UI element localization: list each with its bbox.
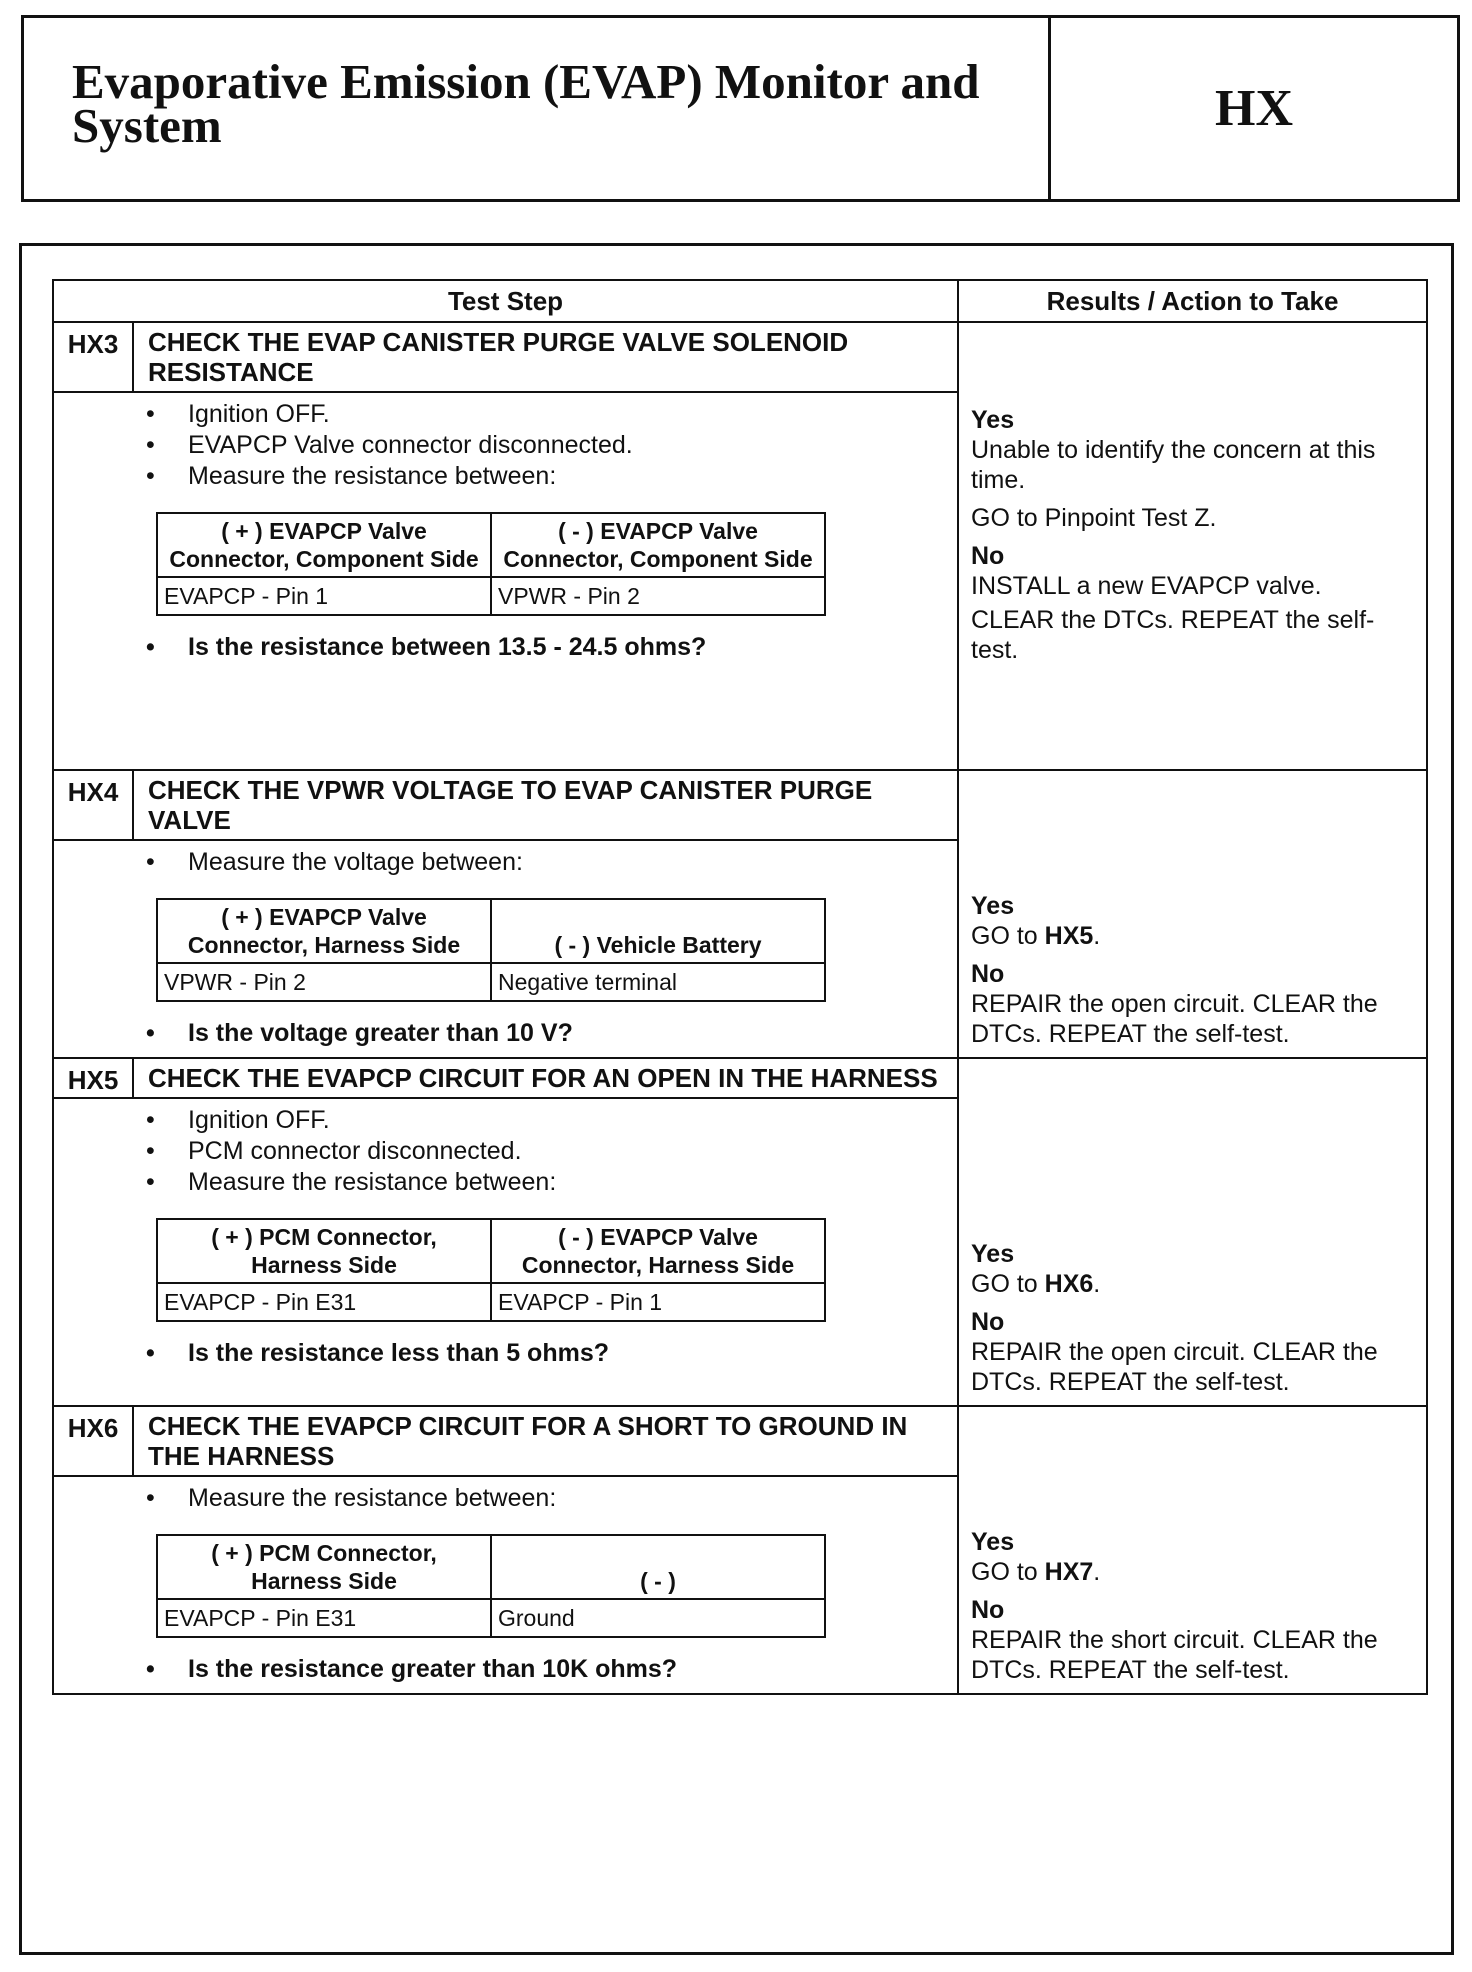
positive-lead-header: ( + ) PCM Connector, Harness Side [157,1219,491,1283]
step-id: HX4 [54,771,134,839]
negative-lead-value: EVAPCP - Pin 1 [491,1283,825,1321]
positive-lead-header: ( + ) EVAPCP Valve Connector, Component Side [157,513,491,577]
result-block: Yes GO to HX5. No REPAIR the open circuit. CLEAR the DTCs. REPEAT the self-test. [959,771,1426,1049]
negative-lead-header: ( - ) [491,1535,825,1599]
yes-goto-text: GO to [971,922,1038,950]
yes-action: Unable to identify the concern at this time. [971,436,1376,494]
yes-goto-text: GO to [971,1270,1038,1298]
section-code: HX [1215,80,1293,137]
positive-lead-header: ( + ) PCM Connector, Harness Side [157,1535,491,1599]
bullet-item: • Measure the resistance between: [146,1167,957,1198]
yes-action-goto: GO to Pinpoint Test Z. [971,504,1217,532]
step-title: CHECK THE EVAPCP CIRCUIT FOR A SHORT TO GROUND IN THE HARNESS [148,1411,908,1471]
negative-lead-header: ( - ) Vehicle Battery [491,899,825,963]
step-title: CHECK THE EVAP CANISTER PURGE VALVE SOLENOID RESISTANCE [148,327,849,387]
measurement-table [156,898,826,1002]
bullet-item: • PCM connector disconnected. [146,1136,957,1167]
no-action: REPAIR the short circuit. CLEAR the DTCs. REPEAT the self-test. [971,1626,1378,1684]
yes-goto-target: HX5 [1044,922,1094,950]
bullet-item: • Ignition OFF. [146,399,957,430]
step-id: HX6 [54,1407,134,1475]
measurement-table [156,512,826,616]
result-block: Yes GO to HX7. No REPAIR the short circuit. CLEAR the DTCs. REPEAT the self-test. [959,1407,1426,1685]
bullet-item: • Measure the voltage between: [146,847,957,878]
step-id: HX3 [54,323,134,391]
step-bullets [146,399,957,492]
test-step-cell [53,1406,958,1694]
positive-lead-value: EVAPCP - Pin E31 [157,1283,491,1321]
test-step-row [53,1058,1427,1406]
step-bullets [146,1483,957,1514]
step-bullets [146,1105,957,1198]
results-cell [958,770,1427,1058]
negative-lead-value: VPWR - Pin 2 [491,577,825,615]
bullet-item: • Measure the resistance between: [146,461,957,492]
bullet-item: • Ignition OFF. [146,1105,957,1136]
step-bullets [146,847,957,878]
step-header [54,771,957,841]
no-action: REPAIR the open circuit. CLEAR the DTCs. REPEAT the self-test. [971,990,1378,1048]
step-body [54,841,957,1056]
no-label: No [971,1308,1005,1336]
page-title: Evaporative Emission (EVAP) Monitor and System [72,54,980,153]
step-title: CHECK THE VPWR VOLTAGE TO EVAP CANISTER PURGE VALVE [148,775,873,835]
negative-lead-value: Ground [491,1599,825,1637]
yes-goto-target: HX7 [1044,1558,1094,1586]
step-body [54,393,957,670]
positive-lead-value: VPWR - Pin 2 [157,963,491,1001]
result-block [959,323,1426,665]
no-action-clear: CLEAR the DTCs. REPEAT the self-test. [971,606,1375,664]
step-question: • Is the voltage greater than 10 V? [146,1018,957,1048]
bullet-item: • Measure the resistance between: [146,1483,957,1514]
yes-label: Yes [971,892,1015,920]
test-step-table [52,279,1428,1695]
no-action: INSTALL a new EVAPCP valve. [971,572,1322,600]
column-header-test-step: Test Step [53,280,958,322]
results-cell [958,1406,1427,1694]
negative-lead-header: ( - ) EVAPCP Valve Connector, Harness Side [491,1219,825,1283]
no-action: REPAIR the open circuit. CLEAR the DTCs. REPEAT the self-test. [971,1338,1378,1396]
yes-label: Yes [971,406,1015,434]
test-step-row [53,770,1427,1058]
positive-lead-value: EVAPCP - Pin E31 [157,1599,491,1637]
step-header [54,1407,957,1477]
yes-label: Yes [971,1528,1015,1556]
measurement-table [156,1534,826,1638]
test-step-cell [53,322,958,770]
yes-goto-text: GO to [971,1558,1038,1586]
no-label: No [971,1596,1005,1624]
column-header-results: Results / Action to Take [958,280,1427,322]
step-header [54,1059,957,1099]
test-step-cell [53,1058,958,1406]
yes-label: Yes [971,1240,1015,1268]
test-step-row [53,322,1427,770]
result-block: Yes GO to HX6. No REPAIR the open circuit. CLEAR the DTCs. REPEAT the self-test. [959,1059,1426,1397]
negative-lead-value: Negative terminal [491,963,825,1001]
step-question: • Is the resistance less than 5 ohms? [146,1338,957,1368]
test-step-row [53,1406,1427,1694]
step-body [54,1477,957,1692]
page-header [21,15,1460,202]
positive-lead-value: EVAPCP - Pin 1 [157,577,491,615]
no-label: No [971,542,1005,570]
step-header [54,323,957,393]
step-title: CHECK THE EVAPCP CIRCUIT FOR AN OPEN IN THE HARNESS [148,1063,938,1093]
measurement-table [156,1218,826,1322]
bullet-item: • EVAPCP Valve connector disconnected. [146,430,957,461]
negative-lead-header: ( - ) EVAPCP Valve Connector, Component Side [491,513,825,577]
step-body [54,1099,957,1376]
positive-lead-header: ( + ) EVAPCP Valve Connector, Harness Side [157,899,491,963]
step-question: • Is the resistance greater than 10K ohms? [146,1654,957,1684]
results-cell [958,322,1427,770]
step-question: • Is the resistance between 13.5 - 24.5 ohms? [146,632,957,662]
results-cell [958,1058,1427,1406]
test-step-cell [53,770,958,1058]
yes-goto-target: HX6 [1044,1270,1094,1298]
step-id: HX5 [54,1059,134,1097]
no-label: No [971,960,1005,988]
